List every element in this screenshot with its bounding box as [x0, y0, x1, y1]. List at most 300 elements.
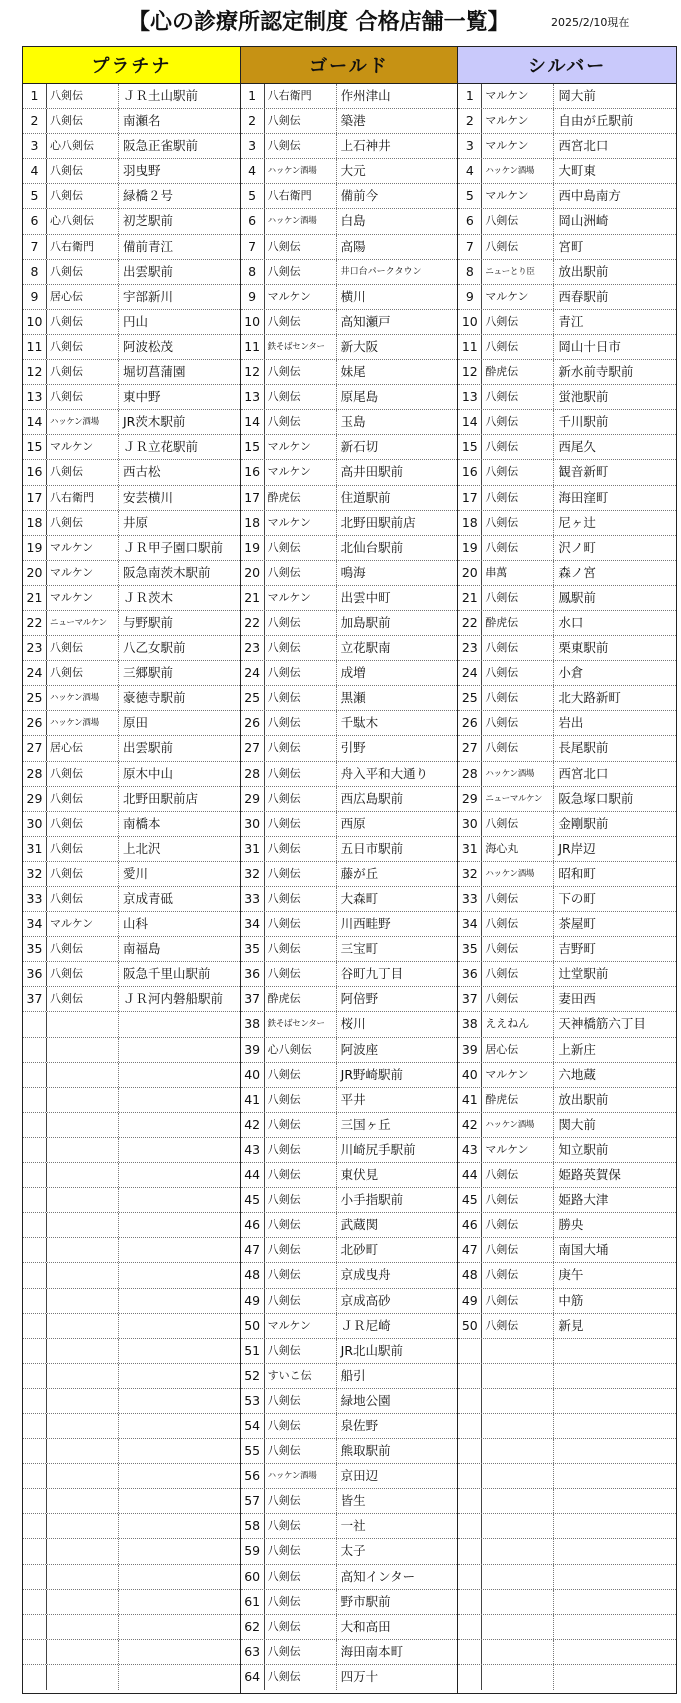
- brand-name: 八右衛門: [265, 184, 337, 208]
- brand-name: 八剣伝: [265, 1565, 337, 1589]
- store-name: 観音新町: [558, 464, 609, 480]
- store-name: ＪＲ土山駅前: [123, 88, 199, 103]
- row-number: 48: [241, 1263, 265, 1287]
- brand-name: ええねん: [482, 1012, 554, 1036]
- brand-name: 八剣伝: [265, 1113, 337, 1137]
- table-row: [241, 1188, 458, 1213]
- row-number: [23, 1188, 47, 1212]
- brand-name: 心八剣伝: [265, 1038, 337, 1062]
- table-row: [458, 661, 676, 686]
- store-name: 高井田駅前: [340, 464, 404, 480]
- brand-name: マルケン: [482, 184, 554, 208]
- brand-name: [47, 1088, 119, 1112]
- row-number: [23, 1138, 47, 1162]
- table-row: [458, 1238, 676, 1263]
- table-row: [241, 787, 458, 812]
- brand-name: [47, 1063, 119, 1087]
- brand-name: ハッケン酒場: [482, 1113, 554, 1137]
- table-row: [23, 636, 240, 661]
- store-name: 大町東: [558, 163, 596, 179]
- store-name: 庚午: [558, 1267, 584, 1283]
- row-number: 4: [241, 159, 265, 183]
- table-row: [458, 711, 676, 736]
- table-row: [241, 84, 458, 109]
- brand-name: 八剣伝: [482, 937, 554, 961]
- store-name: 西宮北口: [558, 138, 609, 154]
- table-row: [458, 1464, 676, 1489]
- brand-name: [482, 1439, 554, 1463]
- row-number: [23, 1038, 47, 1062]
- table-row: [458, 987, 676, 1012]
- table-row: [241, 285, 458, 310]
- row-number: 57: [241, 1489, 265, 1513]
- store-name: [119, 1138, 240, 1162]
- row-number: 7: [458, 235, 482, 259]
- row-number: 12: [458, 360, 482, 384]
- row-number: [23, 1339, 47, 1363]
- table-row: [23, 1414, 240, 1439]
- table-row: [241, 235, 458, 260]
- table-row: [241, 1012, 458, 1037]
- store-name: 南橋本: [123, 815, 161, 831]
- table-row: [241, 661, 458, 686]
- brand-name: 八右衛門: [47, 235, 119, 259]
- table-row: [458, 586, 676, 611]
- brand-name: [482, 1414, 554, 1438]
- table-row: [23, 1514, 240, 1539]
- brand-name: [47, 1188, 119, 1212]
- row-number: 31: [241, 837, 265, 861]
- brand-name: 八剣伝: [482, 1289, 554, 1313]
- brand-name: 八剣伝: [265, 711, 337, 735]
- table-row: [23, 912, 240, 937]
- brand-name: 八剣伝: [482, 912, 554, 936]
- brand-name: 八剣伝: [482, 636, 554, 660]
- table-row: [23, 1615, 240, 1640]
- table-row: [241, 1113, 458, 1138]
- table-row: [23, 1364, 240, 1389]
- brand-name: 八剣伝: [47, 787, 119, 811]
- store-name: 新石切: [340, 439, 379, 455]
- brand-name: ニューとり臣: [482, 260, 554, 284]
- table-row: [23, 1289, 240, 1314]
- row-number: 23: [23, 636, 47, 660]
- table-row: [241, 536, 458, 561]
- row-number: 27: [23, 736, 47, 760]
- brand-name: 八剣伝: [482, 209, 554, 233]
- row-number: [23, 1665, 47, 1690]
- brand-name: マルケン: [482, 1063, 554, 1087]
- row-number: 10: [241, 310, 265, 334]
- table-row: [23, 736, 240, 761]
- table-row: [241, 1238, 458, 1263]
- store-name: [554, 1615, 676, 1639]
- brand-name: 八剣伝: [265, 1389, 337, 1413]
- table-row: [23, 335, 240, 360]
- row-number: 43: [458, 1138, 482, 1162]
- table-row: [241, 812, 458, 837]
- table-row: [241, 762, 458, 787]
- silver-column: [458, 47, 676, 1693]
- brand-name: 心八剣伝: [47, 134, 119, 158]
- brand-name: [47, 1389, 119, 1413]
- store-name: 姫路大津: [558, 1192, 609, 1208]
- table-row: [458, 1615, 676, 1640]
- store-name: 新大阪: [340, 338, 379, 354]
- row-number: 7: [241, 235, 265, 259]
- row-number: 4: [23, 159, 47, 183]
- row-number: 13: [458, 385, 482, 409]
- store-name: 大元: [340, 163, 366, 179]
- brand-name: 心八剣伝: [47, 209, 119, 233]
- table-row: [458, 511, 676, 536]
- row-number: 18: [23, 511, 47, 535]
- table-row: [23, 1088, 240, 1113]
- table-row: [241, 360, 458, 385]
- row-number: 6: [241, 209, 265, 233]
- store-name: 黒瀬: [340, 690, 366, 706]
- store-name: 備前今: [340, 188, 379, 204]
- brand-name: 八剣伝: [265, 1439, 337, 1463]
- table-row: [23, 987, 240, 1012]
- store-name: 藤が丘: [340, 865, 379, 881]
- table-row: [23, 1565, 240, 1590]
- table-row: [458, 1414, 676, 1439]
- store-name: 大和高田: [340, 1618, 391, 1634]
- brand-name: 八剣伝: [265, 962, 337, 986]
- table-row: [241, 1590, 458, 1615]
- row-number: [458, 1439, 482, 1463]
- store-name: 京成曳舟: [340, 1267, 391, 1283]
- row-number: 16: [241, 460, 265, 484]
- store-name: 阿倍野: [340, 991, 379, 1007]
- table-row: [241, 1640, 458, 1665]
- table-row: [241, 435, 458, 460]
- row-number: 22: [23, 611, 47, 635]
- table-row: [23, 1263, 240, 1288]
- document-title: 【心の診療所認定制度 合格店舗一覧】: [128, 10, 510, 35]
- table-row: [241, 1213, 458, 1238]
- store-name: 舟入平和大通り: [340, 765, 429, 781]
- brand-name: [47, 1489, 119, 1513]
- row-number: 44: [241, 1163, 265, 1187]
- table-row: [23, 1339, 240, 1364]
- store-name: 京成青砥: [123, 891, 174, 906]
- row-number: 42: [458, 1113, 482, 1137]
- brand-name: 八剣伝: [47, 360, 119, 384]
- row-number: 31: [458, 837, 482, 861]
- store-name: [119, 1439, 240, 1463]
- table-row: [23, 1314, 240, 1339]
- store-name: [119, 1113, 240, 1137]
- brand-name: 居心伝: [47, 285, 119, 309]
- store-name: 金剛駅前: [558, 815, 609, 831]
- row-number: [23, 1565, 47, 1589]
- row-number: 31: [23, 837, 47, 861]
- store-name: 栗東駅前: [558, 640, 609, 656]
- row-number: 30: [23, 812, 47, 836]
- brand-name: マルケン: [482, 109, 554, 133]
- store-name: [119, 1188, 240, 1212]
- store-name: [119, 1339, 240, 1363]
- brand-name: 八剣伝: [265, 536, 337, 560]
- row-number: 15: [458, 435, 482, 459]
- table-row: [458, 1088, 676, 1113]
- store-name: 加島駅前: [340, 614, 391, 630]
- brand-name: [47, 1012, 119, 1036]
- row-number: 39: [241, 1038, 265, 1062]
- row-number: 63: [241, 1640, 265, 1664]
- row-number: [458, 1590, 482, 1614]
- row-number: 2: [241, 109, 265, 133]
- row-number: 35: [23, 937, 47, 961]
- row-number: [458, 1339, 482, 1363]
- brand-name: 八剣伝: [482, 586, 554, 610]
- row-number: [23, 1289, 47, 1313]
- row-number: 41: [458, 1088, 482, 1112]
- brand-name: [47, 1590, 119, 1614]
- row-number: 3: [241, 134, 265, 158]
- brand-name: ハッケン酒場: [482, 159, 554, 183]
- store-name: 築港: [340, 113, 366, 129]
- table-row: [458, 1590, 676, 1615]
- row-number: 27: [458, 736, 482, 760]
- row-number: [23, 1113, 47, 1137]
- table-row: [241, 1539, 458, 1564]
- store-name: 海田南本町: [340, 1643, 404, 1659]
- brand-name: 八剣伝: [265, 109, 337, 133]
- store-name: [554, 1364, 676, 1388]
- table-row: [241, 109, 458, 134]
- store-name: 宮町: [558, 238, 584, 254]
- table-row: [241, 1389, 458, 1414]
- row-number: 34: [241, 912, 265, 936]
- row-number: [23, 1615, 47, 1639]
- brand-name: 八剣伝: [265, 1213, 337, 1237]
- table-row: [458, 937, 676, 962]
- table-row: [241, 561, 458, 586]
- store-name: 立花駅南: [340, 640, 391, 656]
- store-name: 天神橋筋六丁目: [558, 1016, 646, 1032]
- row-number: 26: [458, 711, 482, 735]
- store-name: 西原: [340, 815, 366, 831]
- store-name: 桜川: [340, 1016, 366, 1032]
- row-number: 28: [241, 762, 265, 786]
- row-number: [23, 1088, 47, 1112]
- store-name: [119, 1514, 240, 1538]
- row-number: [23, 1464, 47, 1488]
- table-row: [458, 486, 676, 511]
- row-number: [458, 1565, 482, 1589]
- row-number: 12: [23, 360, 47, 384]
- store-name: 千川駅前: [558, 414, 609, 430]
- store-name: ＪＲ尼崎: [340, 1317, 391, 1333]
- table-row: [23, 385, 240, 410]
- row-number: [23, 1590, 47, 1614]
- table-row: [23, 862, 240, 887]
- brand-name: [47, 1565, 119, 1589]
- brand-name: [47, 1414, 119, 1438]
- row-number: 37: [23, 987, 47, 1011]
- table-row: [23, 310, 240, 335]
- store-name: 上北沢: [123, 840, 161, 856]
- table-row: [241, 184, 458, 209]
- store-name: 平井: [340, 1091, 366, 1107]
- brand-name: 八剣伝: [482, 385, 554, 409]
- table-row: [23, 1238, 240, 1263]
- brand-name: 八剣伝: [482, 736, 554, 760]
- store-name: 六地蔵: [558, 1066, 596, 1082]
- row-number: 6: [23, 209, 47, 233]
- brand-name: [482, 1464, 554, 1488]
- store-name: 勝央: [558, 1217, 584, 1233]
- row-number: 46: [241, 1213, 265, 1237]
- row-number: 23: [458, 636, 482, 660]
- brand-name: 八剣伝: [265, 235, 337, 259]
- row-number: 33: [241, 887, 265, 911]
- table-row: [23, 937, 240, 962]
- brand-name: [47, 1364, 119, 1388]
- row-number: 32: [241, 862, 265, 886]
- store-name: 青江: [558, 313, 584, 329]
- row-number: 37: [241, 987, 265, 1011]
- store-name: 阪急正雀駅前: [123, 138, 199, 154]
- table-row: [23, 1012, 240, 1037]
- store-name: 出雲駅前: [123, 740, 174, 756]
- brand-name: 八剣伝: [482, 1188, 554, 1212]
- row-number: 24: [241, 661, 265, 685]
- row-number: 54: [241, 1414, 265, 1438]
- brand-name: 八剣伝: [265, 1289, 337, 1313]
- store-name: [554, 1389, 676, 1413]
- row-number: 41: [241, 1088, 265, 1112]
- document-header: [0, 0, 681, 46]
- brand-name: 八剣伝: [482, 536, 554, 560]
- store-name: 岡山洲崎: [558, 213, 609, 229]
- store-name: 横川: [340, 288, 366, 304]
- row-number: 27: [241, 736, 265, 760]
- store-name: 西広島駅前: [340, 790, 404, 806]
- store-name: 宇部新川: [123, 288, 174, 304]
- brand-name: 居心伝: [482, 1038, 554, 1062]
- table-row: [241, 335, 458, 360]
- brand-name: 八剣伝: [265, 1163, 337, 1187]
- table-row: [241, 1414, 458, 1439]
- row-number: 22: [241, 611, 265, 635]
- table-row: [458, 1539, 676, 1564]
- row-number: 9: [23, 285, 47, 309]
- row-number: [458, 1640, 482, 1664]
- brand-name: 海心丸: [482, 837, 554, 861]
- store-name: [554, 1539, 676, 1563]
- brand-name: 八剣伝: [482, 962, 554, 986]
- table-row: [23, 209, 240, 234]
- brand-name: [482, 1489, 554, 1513]
- row-number: 17: [458, 486, 482, 510]
- store-name: 辻堂駅前: [558, 966, 609, 982]
- brand-name: [482, 1539, 554, 1563]
- table-row: [458, 1314, 676, 1339]
- table-row: [458, 536, 676, 561]
- store-name: 作州津山: [340, 88, 391, 103]
- store-name: 山科: [123, 916, 149, 932]
- row-number: 28: [458, 762, 482, 786]
- store-name: 岡山十日市: [558, 338, 621, 354]
- table-row: [241, 686, 458, 711]
- brand-name: [482, 1640, 554, 1664]
- brand-name: [482, 1364, 554, 1388]
- table-row: [23, 134, 240, 159]
- store-name: 川崎尻手駅前: [340, 1141, 416, 1157]
- store-name: 愛川: [123, 865, 149, 881]
- brand-name: 鉄そばセンター: [265, 335, 337, 359]
- table-row: [23, 1665, 240, 1690]
- store-name: [119, 1289, 240, 1313]
- table-row: [241, 460, 458, 485]
- store-name: JR岸辺: [558, 840, 596, 856]
- table-row: [241, 410, 458, 435]
- row-number: 34: [23, 912, 47, 936]
- brand-name: [482, 1514, 554, 1538]
- row-number: [458, 1665, 482, 1690]
- table-row: [458, 1640, 676, 1665]
- table-row: [241, 209, 458, 234]
- store-name: 引野: [340, 740, 366, 756]
- row-number: 1: [458, 84, 482, 108]
- brand-name: [47, 1514, 119, 1538]
- table-row: [241, 1314, 458, 1339]
- store-name: [119, 1389, 240, 1413]
- brand-name: 八剣伝: [265, 1339, 337, 1363]
- store-name: [119, 1590, 240, 1614]
- store-name: 野市駅前: [340, 1593, 391, 1609]
- store-name: 鳳駅前: [558, 589, 596, 605]
- table-row: [23, 837, 240, 862]
- table-row: [23, 561, 240, 586]
- table-row: [458, 611, 676, 636]
- table-row: [458, 1439, 676, 1464]
- table-row: [241, 310, 458, 335]
- store-name: 羽曳野: [123, 163, 161, 179]
- store-name: [554, 1514, 676, 1538]
- store-name: [554, 1665, 676, 1690]
- row-number: 7: [23, 235, 47, 259]
- row-number: 47: [241, 1238, 265, 1262]
- row-number: 20: [241, 561, 265, 585]
- row-number: 18: [241, 511, 265, 535]
- brand-name: [47, 1163, 119, 1187]
- row-number: 1: [23, 84, 47, 108]
- store-name: 放出駅前: [558, 1091, 609, 1107]
- table-row: [241, 1364, 458, 1389]
- brand-name: 八右衛門: [265, 84, 337, 108]
- store-name: 阪急千里山駅前: [123, 966, 211, 982]
- as-of-date: 2025/2/10現在: [551, 16, 630, 29]
- store-name: ＪＲ茨木: [123, 589, 174, 605]
- store-name: 四万十: [340, 1668, 379, 1684]
- table-row: [23, 536, 240, 561]
- store-name: 住道駅前: [340, 489, 391, 505]
- row-number: 52: [241, 1364, 265, 1388]
- store-name: [119, 1163, 240, 1187]
- row-number: 32: [23, 862, 47, 886]
- table-row: [241, 837, 458, 862]
- store-name: 西春駅前: [558, 288, 609, 304]
- row-number: 16: [458, 460, 482, 484]
- brand-name: [47, 1289, 119, 1313]
- row-number: 38: [458, 1012, 482, 1036]
- row-number: 43: [241, 1138, 265, 1162]
